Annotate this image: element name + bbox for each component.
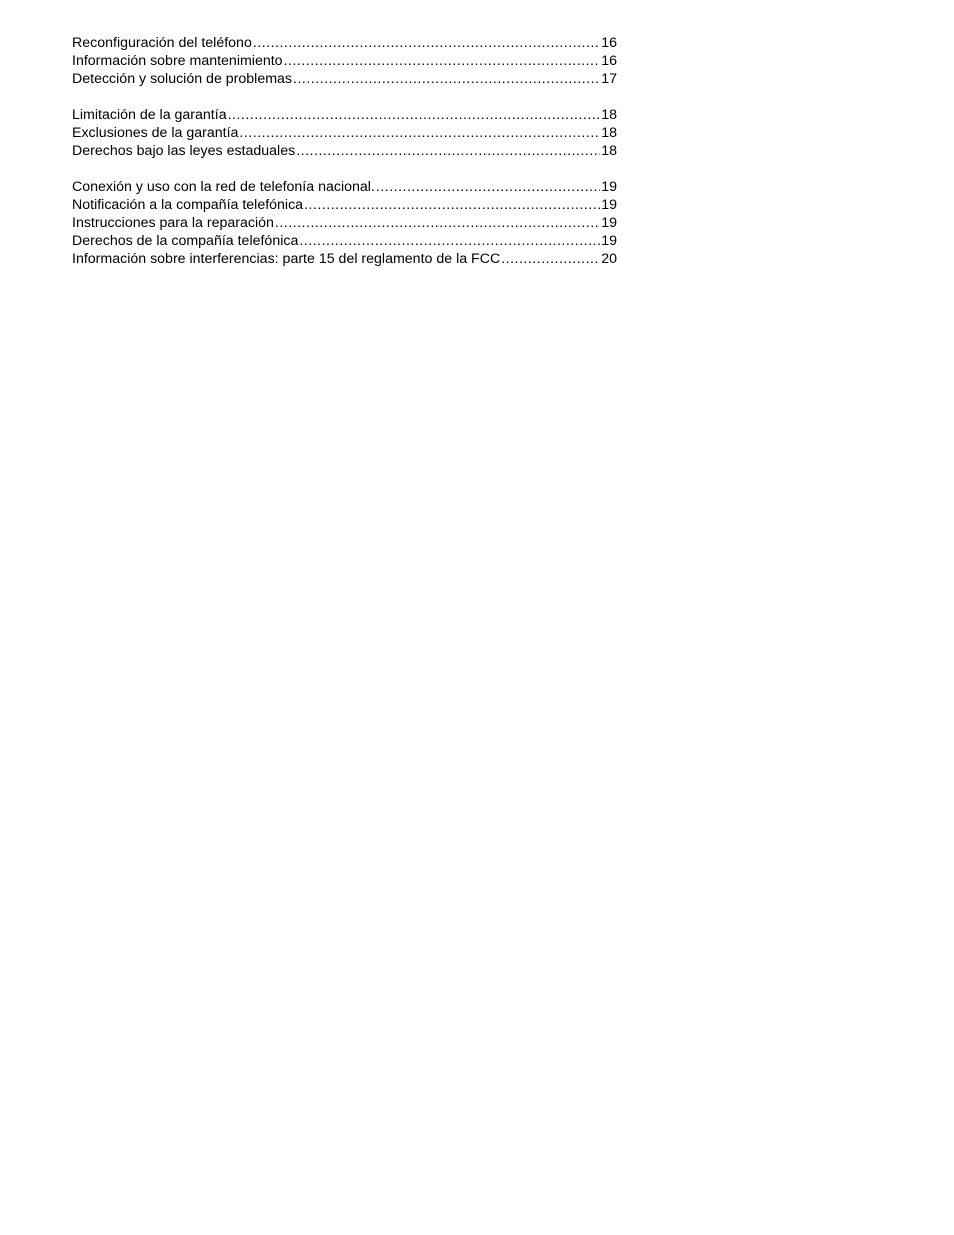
dot-leader <box>293 70 600 88</box>
toc-entry-page: 18 <box>601 107 617 123</box>
toc-entry-title: Detección y solución de problemas <box>72 71 293 87</box>
dot-leader <box>253 34 600 52</box>
toc-entry-page: 18 <box>601 143 617 159</box>
toc-entry-title: Derechos bajo las leyes estaduales <box>72 143 296 159</box>
toc-group-warranty <box>72 106 617 160</box>
dot-leader <box>376 178 600 196</box>
toc-entry-title: Reconfiguración del teléfono <box>72 35 252 51</box>
toc-entry-title: Conexión y uso con la red de telefonía nacional. <box>72 179 375 195</box>
toc-entry-page: 19 <box>601 215 617 231</box>
toc-entry-title: Exclusiones de la garantía <box>72 125 239 141</box>
toc-entry[interactable] <box>72 70 617 88</box>
dot-leader <box>284 52 601 70</box>
toc-entry[interactable] <box>72 196 617 214</box>
dot-leader <box>275 214 600 232</box>
toc-entry-page: 20 <box>601 251 617 267</box>
toc-entry[interactable] <box>72 34 617 52</box>
toc-entry[interactable] <box>72 106 617 124</box>
toc-entry-page: 17 <box>601 71 617 87</box>
toc-entry[interactable] <box>72 232 617 250</box>
toc-entry[interactable] <box>72 178 617 196</box>
toc-group-regulatory <box>72 178 617 268</box>
dot-leader <box>501 250 600 268</box>
toc-entry-title: Instrucciones para la reparación <box>72 215 274 231</box>
dot-leader <box>304 196 600 214</box>
dot-leader <box>299 232 600 250</box>
toc-entry-page: 16 <box>601 35 617 51</box>
toc-entry-page: 19 <box>601 233 617 249</box>
toc-entry-title: Derechos de la compañía telefónica <box>72 233 299 249</box>
toc-entry[interactable] <box>72 214 617 232</box>
toc-entry-title: Información sobre interferencias: parte 15 del reglamento de la FCC <box>72 251 501 267</box>
toc-group-maintenance <box>72 34 617 88</box>
toc-entry-title: Información sobre mantenimiento <box>72 53 283 69</box>
toc-entry-title: Limitación de la garantía <box>72 107 227 123</box>
dot-leader <box>296 142 600 160</box>
toc-entry-title: Notificación a la compañía telefónica <box>72 197 304 213</box>
toc-entry[interactable] <box>72 124 617 142</box>
toc-entry-page: 19 <box>601 197 617 213</box>
toc-entry[interactable] <box>72 52 617 70</box>
toc-entry[interactable] <box>72 142 617 160</box>
table-of-contents <box>72 34 617 268</box>
toc-entry[interactable] <box>72 250 617 268</box>
dot-leader <box>228 106 601 124</box>
toc-entry-page: 16 <box>601 53 617 69</box>
toc-entry-page: 19 <box>601 179 617 195</box>
dot-leader <box>239 124 600 142</box>
toc-entry-page: 18 <box>601 125 617 141</box>
